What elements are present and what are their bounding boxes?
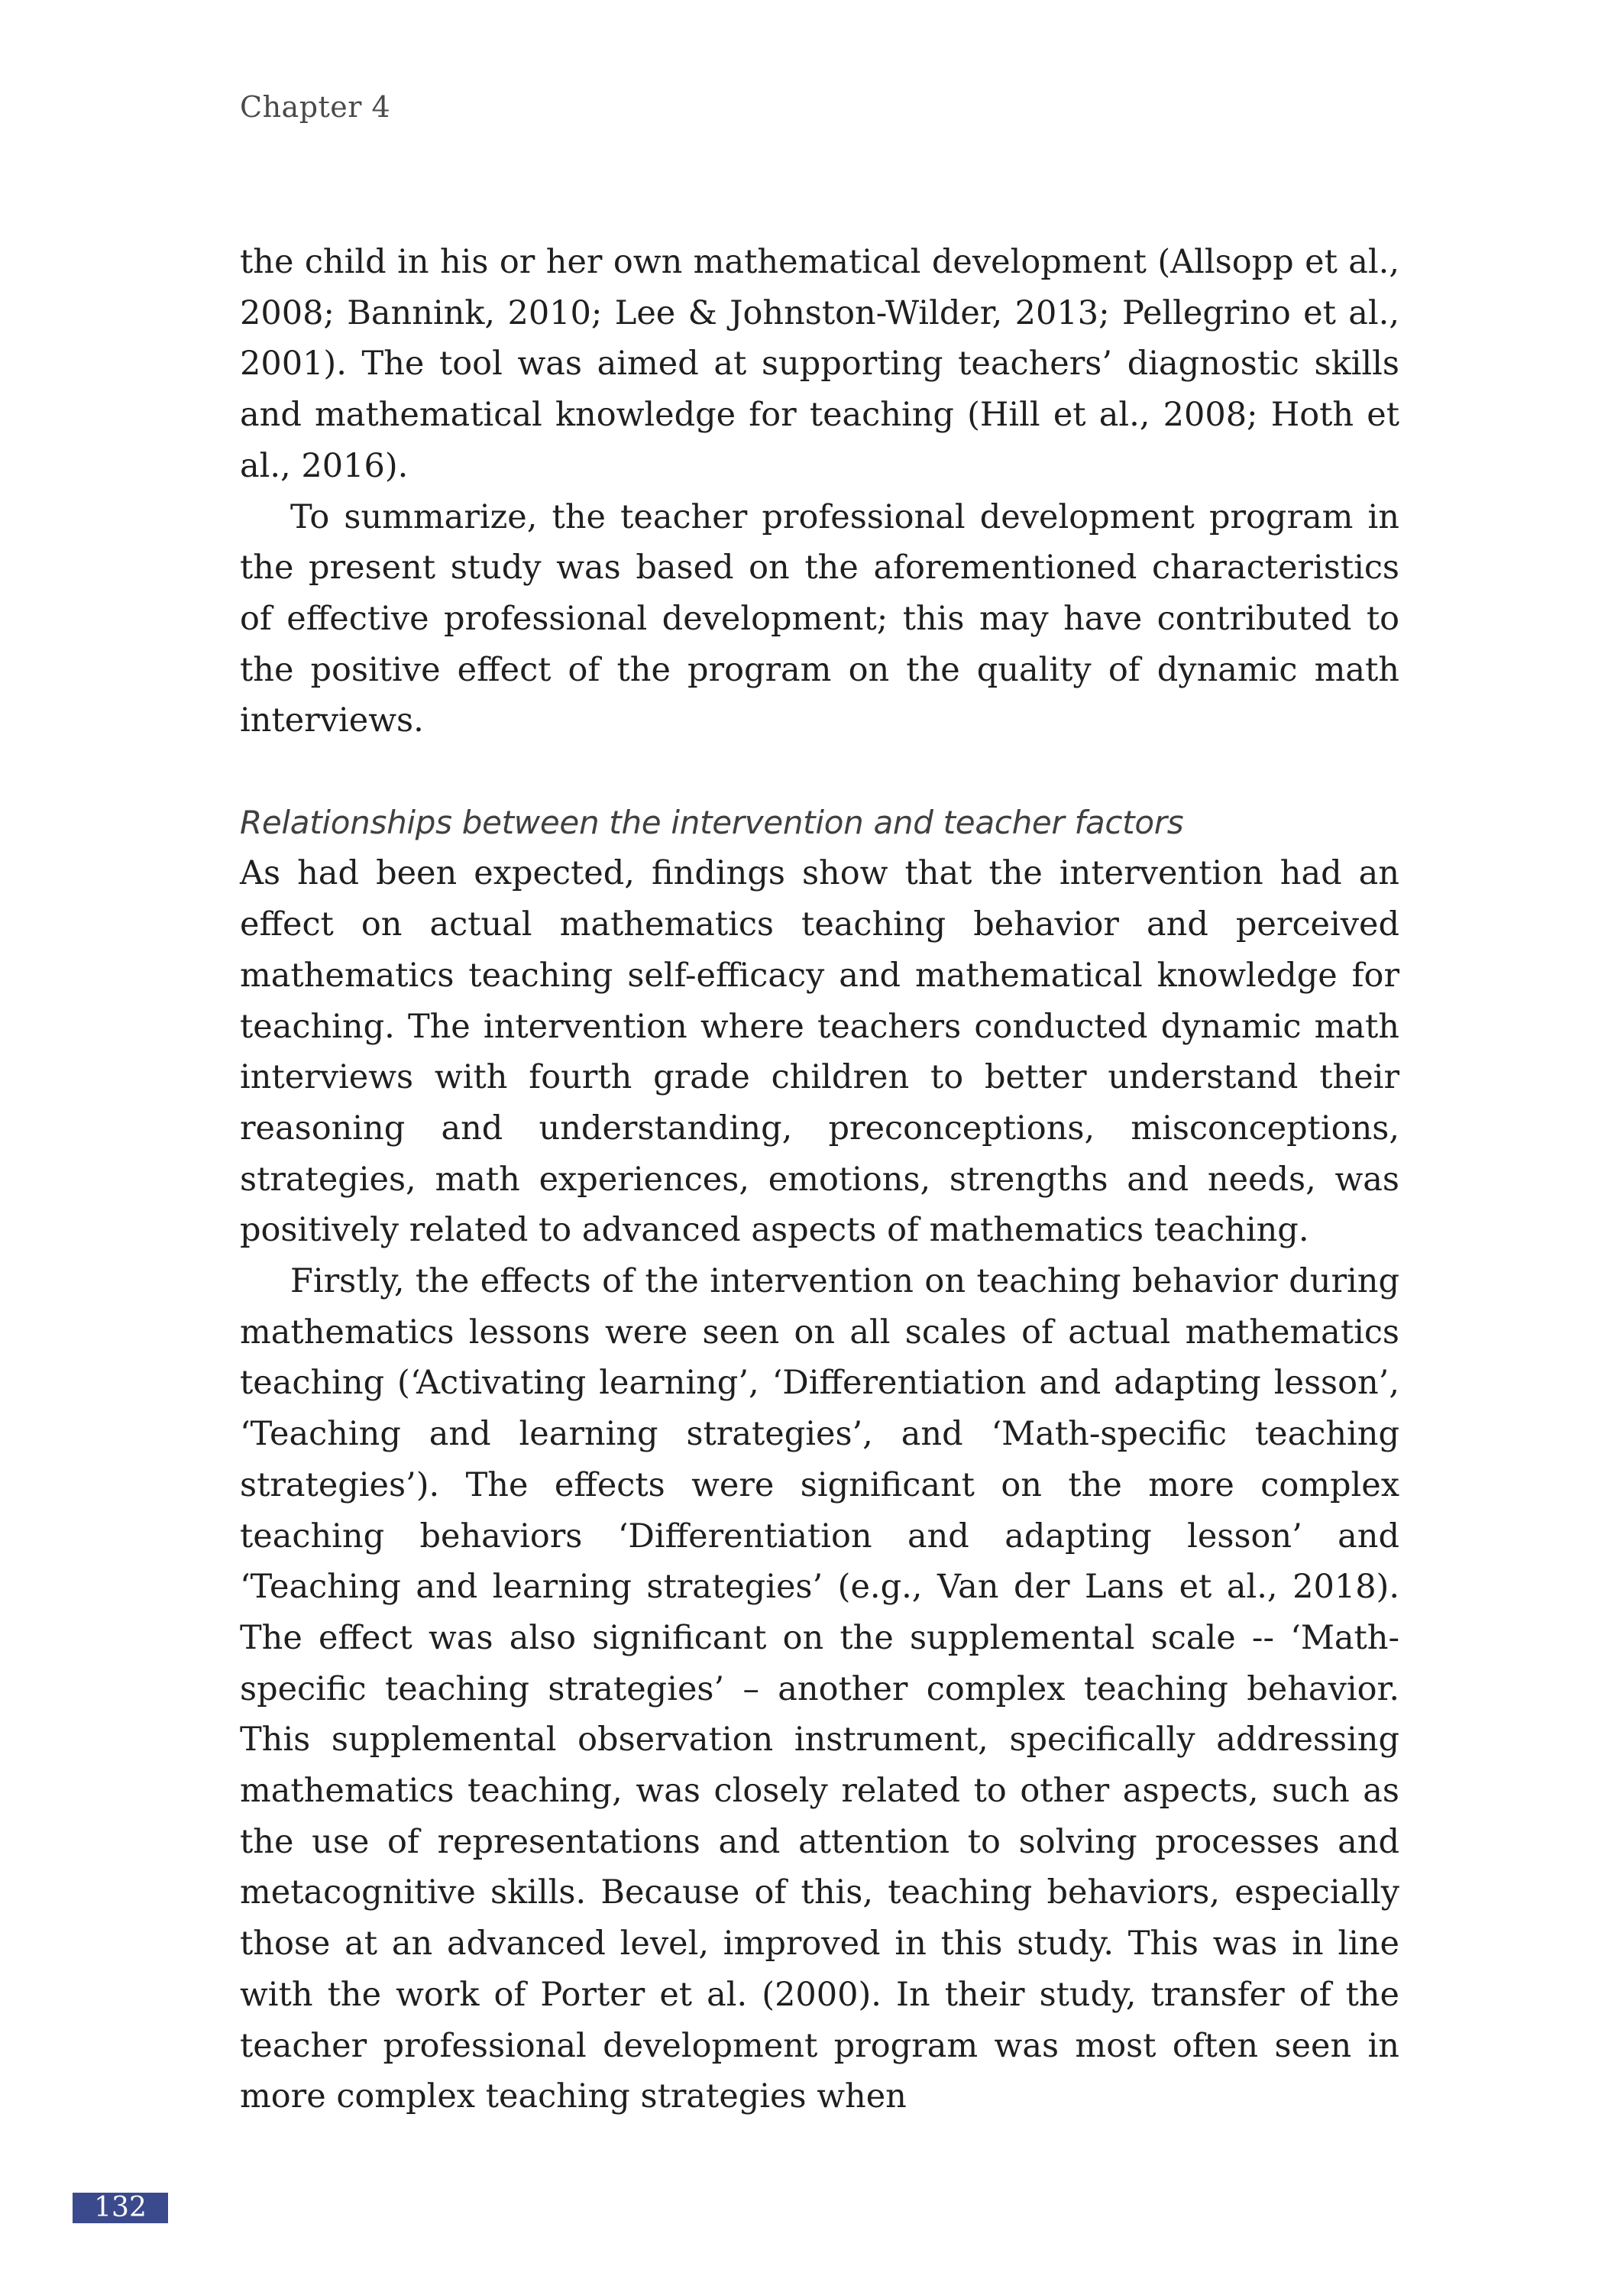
page-number-badge: 132 <box>73 2193 168 2223</box>
paragraph-continuation: the child in his or her own mathematical development (Allsopp et al., 2008; Bannink, 2010; Lee & Johnston-Wilder, 2013; Pellegrino et al., 2001). The tool was aimed at supporting teachers’ diagnostic skills and mathematical knowledge for teaching (Hill et al., 2008; Hoth et al., 2016). <box>240 243 1399 485</box>
paragraph-summary: To summarize, the teacher professional development program in the present study was based on the aforementioned characteristics of effective professional development; this may have contributed to the positive effect of the program on the quality of dynamic math interviews. <box>240 497 1399 740</box>
paragraph-findings: As had been expected, findings show that the intervention had an effect on actual mathematics teaching behavior and perceived mathematics teaching self-efficacy and mathematical knowledge for teaching. The intervention where teachers conducted dynamic math interviews with fourth grade children to better understand their reasoning and understanding, preconceptions, misconceptions, strategies, math experiences, emotions, strengths and needs, was positively related to advanced aspects of mathematics teaching. <box>240 854 1399 1250</box>
running-header-chapter: Chapter 4 <box>240 90 391 124</box>
body-text <box>240 237 1399 2122</box>
section-heading: Relationships between the intervention and teacher factors <box>240 803 1184 841</box>
paragraph-effects: Firstly, the effects of the intervention on teaching behavior during mathematics lessons were seen on all scales of actual mathematics teaching (‘Activating learning’, ‘Differentiation and adapting lesson’, ‘Teaching and learning strategies’, and ‘Math-specific teaching strategies’). The effects were significant on the more complex teaching behaviors ‘Differentiation and adapting lesson’ and ‘Teaching and learning strategies’ (e.g., Van der Lans et al., 2018). The effect was also significant on the supplemental scale -- ‘Math-specific teaching strategies’ – another complex teaching behavior. This supplemental observation instrument, specifically addressing mathematics teaching, was closely related to other aspects, such as the use of representations and attention to solving processes and metacognitive skills. Because of this, teaching behaviors, especially those at an advanced level, improved in this study. This was in line with the work of Porter et al. (2000). In their study, transfer of the teacher professional development program was most often seen in more complex teaching strategies when <box>240 1262 1399 2116</box>
